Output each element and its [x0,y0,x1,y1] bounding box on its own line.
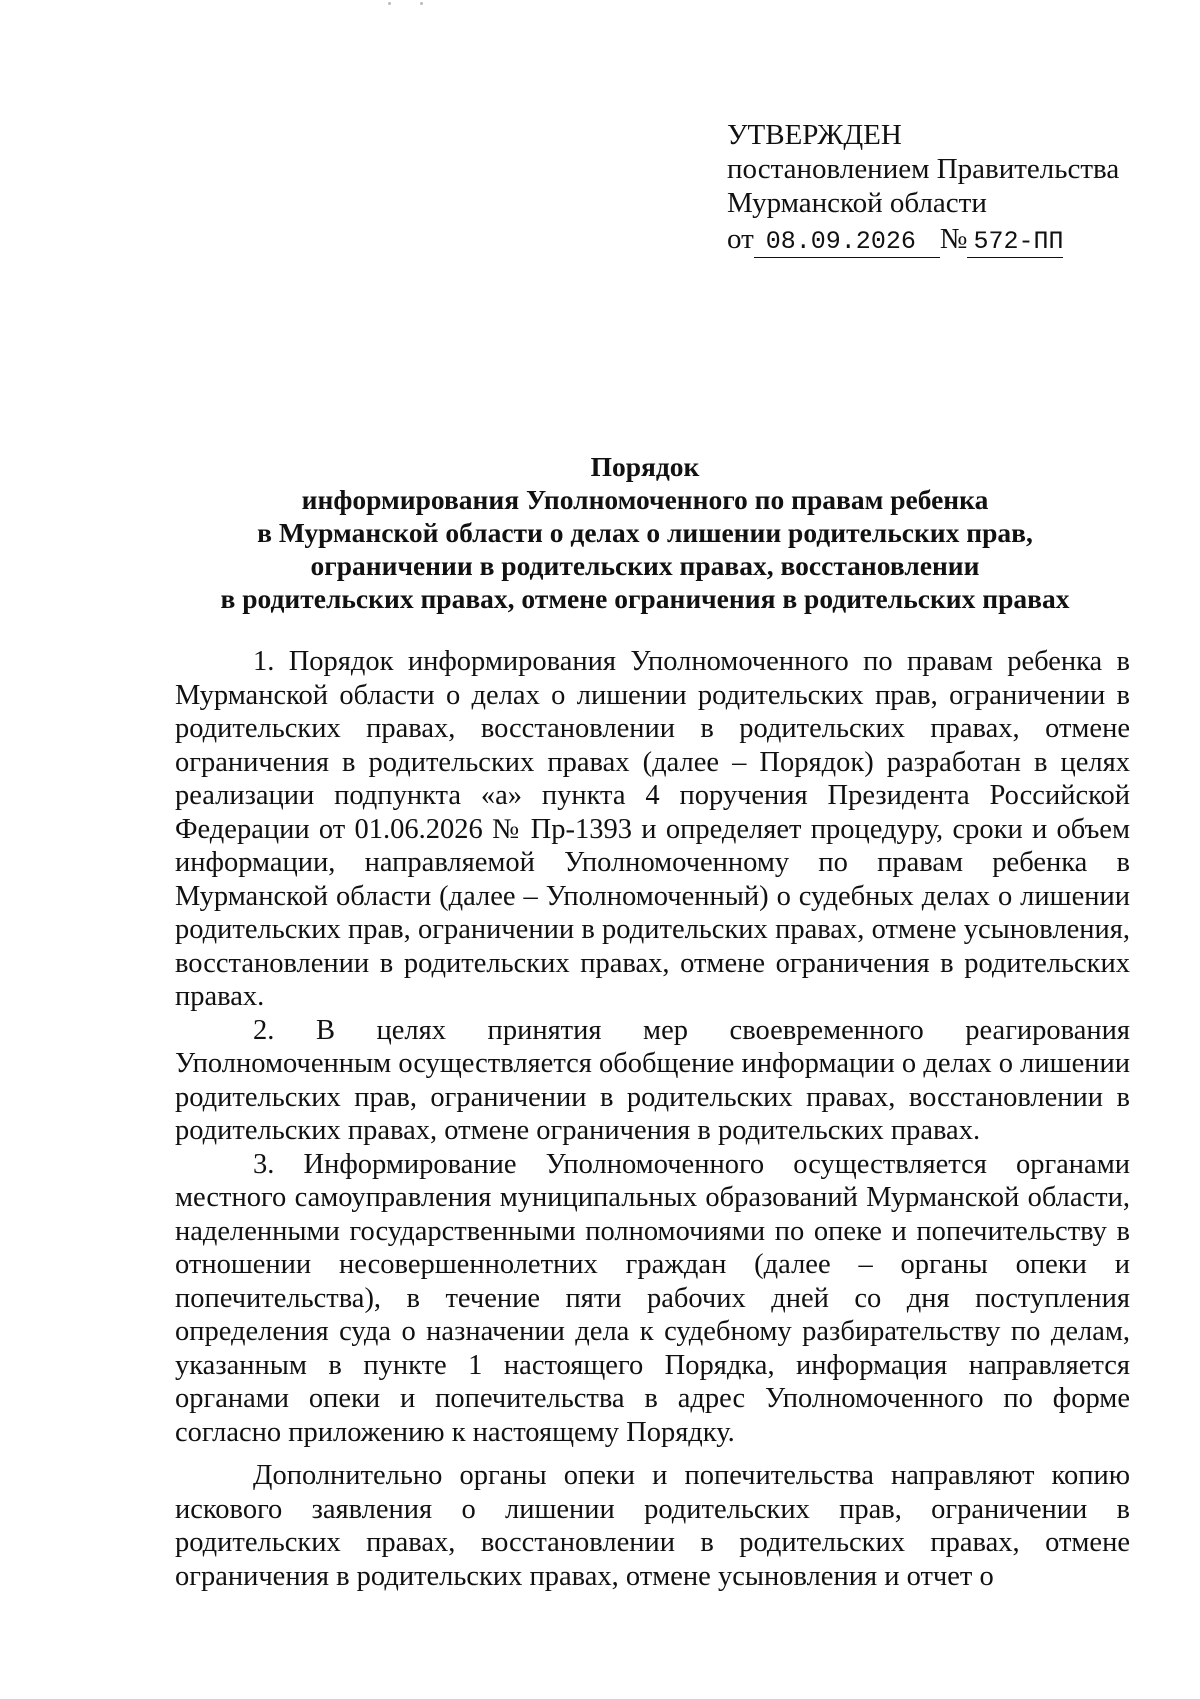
title-line-2: информирования Уполномоченного по правам ребенка [301,484,989,515]
document-body [175,645,1130,1593]
title-line-5: в родительских правах, отмене ограничения в родительских правах [220,583,1070,614]
document-title [160,450,1130,615]
approval-heading: УТВЕРЖДЕН [727,119,902,151]
paragraph-1: 1. Порядок информирования Уполномоченного по правам ребенка в Мурманской области о делах о лишении родительских прав, ограничении в родительских правах, восстановлении в родительских правах, отмене ограничения в родительских правах (далее – Порядок) разработан в целях реализации подпункта «а» пункта 4 поручения Президента Российской Федерации от 01.06.2026 № Пр-1393 и определяет процедуру, сроки и объем информации, направляемой Уполномоченному по правам ребенка в Мурманской области (далее – Уполномоченный) о судебных делах о лишении родительских прав, ограничении в родительских правах, отмене усыновления, восстановлении в родительских правах, отмене ограничения в родительских правах. [175,646,1130,1012]
approval-line-2: Мурманской области [727,187,987,219]
title-line-4: ограничении в родительских правах, восстановлении [310,550,980,581]
approval-stamp-block [727,118,1127,258]
title-line-3: в Мурманской области о делах о лишении родительских прав, [257,517,1033,548]
number-prefix: № [939,223,968,255]
scan-speck [388,2,391,5]
title-line-1: Порядок [590,451,700,482]
paragraph-4: Дополнительно органы опеки и попечительства направляют копию искового заявления о лишении родительских прав, ограничении в родительских правах, восстановлении в родительских правах, отмене ограничения в родительских правах, отмене усыновления и отчет о [175,1460,1130,1592]
approval-line-1: постановлением Правительства [727,153,1120,185]
approval-date-line [727,222,1127,258]
approval-number: 572-ПП [967,227,1063,258]
scan-speck [420,2,423,5]
approval-date: 08.09.2026 [754,227,940,258]
date-prefix: от [727,223,754,255]
paragraph-2: 2. В целях принятия мер своевременного реагирования Уполномоченным осуществляется обобщение информации о делах о лишении родительских прав, ограничении в родительских правах, восстановлении в родительских правах, отмене ограничения в родительских правах. [175,1014,1130,1146]
paragraph-3: 3. Информирование Уполномоченного осуществляется органами местного самоуправления муниципальных образований Мурманской области, наделенными государственными полномочиями по опеке и попечительству в отношении несовершеннолетних граждан (далее – органы опеки и попечительства), в течение пяти рабочих дней со дня поступления определения суда о назначении дела к судебному разбирательству по делам, указанным в пункте 1 настоящего Порядка, информация направляется органами опеки и попечительства в адрес Уполномоченного по форме согласно приложению к настоящему Порядку. [175,1148,1130,1448]
